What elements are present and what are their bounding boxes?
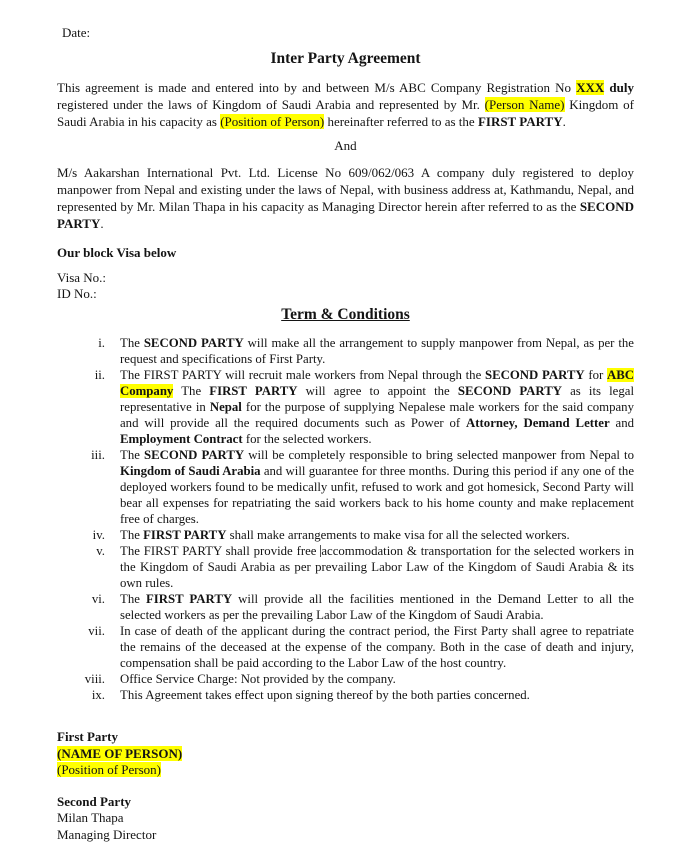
id-no-label: ID No.: [57,286,97,301]
text-run: . [100,216,104,231]
term-numeral: ii. [94,368,105,382]
term-numeral: iii. [91,448,105,462]
text-run: for the selected workers. [242,432,372,446]
term-text [120,335,634,367]
text-run: Kingdom of Saudi Arabia in his capacity as [57,97,634,129]
visa-block [57,270,634,302]
text-run: The FIRST PARTY will recruit male workers from Nepal through the [120,368,485,382]
text-run: will make all the arrangement to supply manpower from Nepal, as per the request and specifications of First Party. [120,336,634,366]
text-run: Attorney, Demand Letter [466,416,610,430]
text-run: as its legal representative in [120,384,634,414]
term-text [120,367,634,447]
and-separator: And [334,138,357,153]
text-run: This agreement is made and entered into by and between M/s ABC Company Registration No [57,80,577,95]
term-item [57,591,634,623]
text-run: The [120,336,144,350]
term-numeral: ix. [91,688,105,702]
text-run: for [584,368,607,382]
term-numeral: iv. [92,528,105,542]
terms-list [57,335,634,703]
text-run: SECOND PARTY [143,336,244,350]
term-numeral: vii. [88,624,105,638]
text-run: . [562,114,566,129]
visa-block-heading: Our block Visa below [57,245,177,260]
second-party-position: Managing Director [57,826,157,842]
term-text [120,687,634,703]
first-party-signature [57,729,634,779]
text-run: FIRST PARTY [209,384,298,398]
text-run: The FIRST PARTY shall provide free [120,544,321,558]
text-run: Kingdom of Saudi Arabia [120,464,261,478]
first-party-heading: First Party [57,729,119,744]
text-run: Office Service Charge: Not provided by the company. [120,672,396,686]
term-text [120,543,634,591]
text-run: FIRST PARTY [477,114,563,129]
first-party-name: (NAME OF PERSON) [57,745,183,761]
text-run: and [609,416,634,430]
term-numeral: vi. [91,592,105,606]
text-run: shall make arrangements to make visa for all the selected workers. [226,528,570,542]
text-run: SECOND PARTY [484,368,585,382]
text-run: The [173,384,210,398]
term-item [57,447,634,527]
visa-no-label: Visa No.: [57,270,107,285]
term-item [57,367,634,447]
text-run: SECOND PARTY [457,384,562,398]
term-item [57,623,634,671]
term-numeral: i. [98,336,105,350]
text-run: The [120,448,145,462]
text-run: Employment Contract [120,432,243,446]
text-run: for the purpose of supplying Nepalese male workers for the said company and will provide all the required documents such as Power of [120,400,634,430]
document-title: Inter Party Agreement [270,50,421,67]
second-party-name: Milan Thapa [57,810,124,825]
text-run: This Agreement takes effect upon signing thereof by the both parties concerned. [120,688,530,702]
term-text [120,623,634,671]
text-run: SECOND PARTY [144,448,245,462]
text-run: and will guarantee for three months. During this period if any one of the deployed workers found to be medically unfit, refused to work and got homesick, Second Party will bear all expenses for repatriating the said workers back to his home county and make replacement free of charges. [120,464,634,526]
text-run: hereinafter referred to as the [324,114,478,129]
terms-heading-text: Term & Conditions [281,306,410,323]
date-label: Date: [62,25,91,40]
term-item [57,687,634,703]
text-run: will be completely responsible to bring selected manpower from Nepal to [244,448,634,462]
text-run: Nepal [209,400,242,414]
highlighted-text: (Position of Person) [220,114,325,129]
term-item [57,527,634,543]
intro-paragraph [57,79,634,130]
text-run: duly [604,80,635,95]
text-run: In case of death of the applicant during the contract period, the First Party shall agree to repatriate the remains of the deceased at the expense of the company. Both in the case of death and injury, compensation shall be paid according to the Labor Law of the host country. [120,624,634,670]
term-text [120,591,634,623]
second-party-paragraph [57,164,634,232]
text-run: The [120,592,146,606]
text-run: registered under the laws of Kingdom of Saudi Arabia and represented by Mr. [57,97,485,112]
term-text [120,671,634,687]
term-item [57,335,634,367]
text-run: M/s Aakarshan International Pvt. Ltd. License No 609/062/063 A company duly registered to deploy manpower from Nepal and existing under the laws of Nepal, with business address at, Kathmandu, Nepal, and represented by Mr. Milan Thapa in his capacity as Managing Director herein after referred to as the [57,165,634,214]
text-run: will agree to appoint the [297,384,458,398]
second-party-signature [57,794,634,842]
term-text [120,527,634,543]
text-run: accommodation & transportation for the selected workers in the Kingdom of Saudi Arabia as per prevailing Labor Law of the Kingdom of Saudi Arabia & its own rules. [120,544,635,590]
terms-heading [57,305,634,325]
term-numeral: viii. [84,672,105,686]
highlighted-text: (Person Name) [484,97,565,112]
highlighted-text: XXX [576,80,605,95]
text-run: will provide all the facilities mentioned in the Demand Letter to all the selected workers as per the prevailing Labor Law of the Kingdom of Saudi Arabia. [120,592,634,622]
second-party-heading: Second Party [57,793,132,809]
highlighted-text: ABC Company [120,368,634,398]
term-item [57,671,634,687]
text-run: FIRST PARTY [143,528,227,542]
term-numeral: v. [96,544,105,558]
text-run: The [120,528,144,542]
term-item [57,543,634,591]
text-run: FIRST PARTY [145,592,233,606]
term-text [120,447,634,527]
first-party-position: (Position of Person) [57,762,161,777]
text-run: SECOND PARTY [57,199,634,231]
